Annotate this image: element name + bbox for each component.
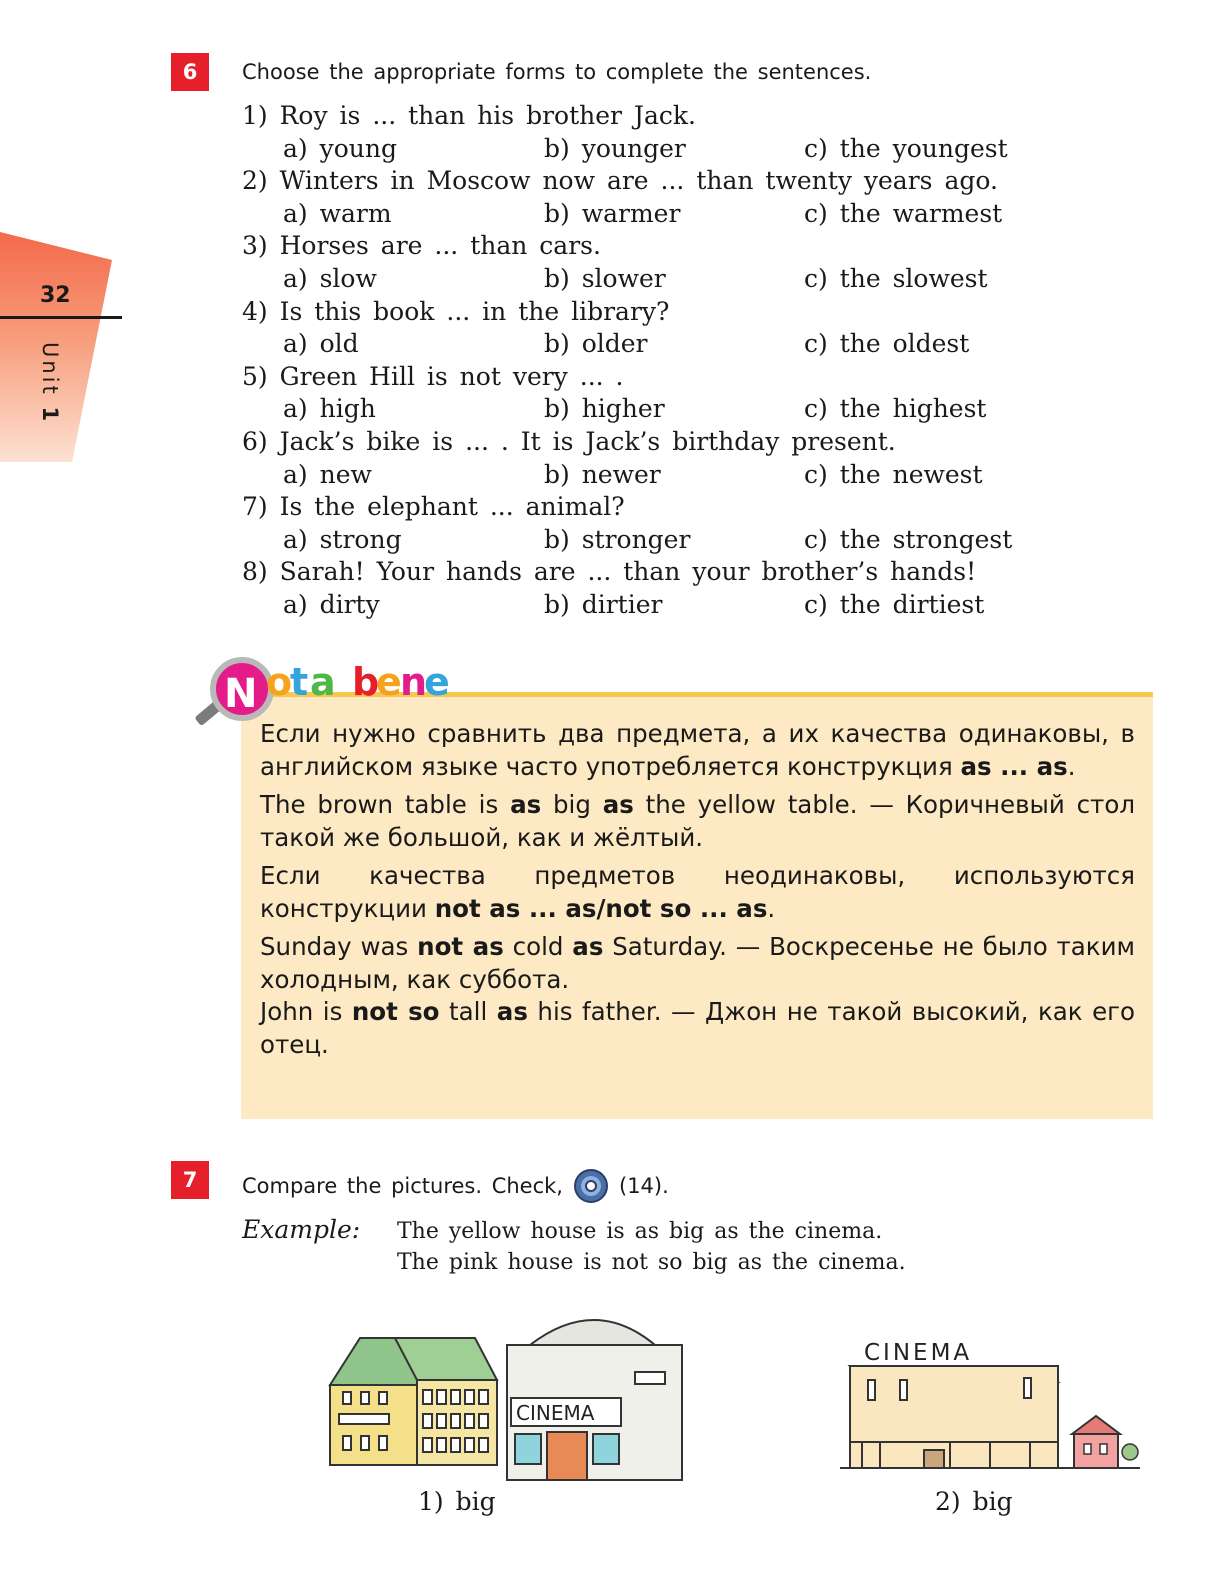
page-rule <box>0 316 122 319</box>
cinema-sign-2: CINEMA <box>864 1340 973 1366</box>
question-text: 8) Sarah! Your hands are ... than your brother’s hands! <box>242 557 977 587</box>
option-b[interactable]: b) higher <box>544 394 665 424</box>
option-b[interactable]: b) older <box>544 329 648 359</box>
svg-text:n: n <box>400 660 428 704</box>
option-a[interactable]: a) strong <box>283 524 402 554</box>
question-item <box>242 361 1142 426</box>
question-options <box>242 393 1142 426</box>
question-item <box>242 426 1142 491</box>
svg-text:b: b <box>352 660 380 704</box>
option-c[interactable]: c) the youngest <box>804 133 1008 163</box>
question-options <box>242 524 1142 557</box>
example-line-1: The yellow house is as big as the cinema. <box>397 1219 883 1244</box>
question-item <box>242 556 1142 621</box>
exercise-6-list <box>242 100 1142 622</box>
rule-paragraph-1: Если нужно сравнить два предмета, а их качества одинаковы, в английском языке часто употребляется конструкция as ... as. <box>260 719 1135 781</box>
option-a[interactable]: a) dirty <box>283 589 380 619</box>
question-options <box>242 133 1142 166</box>
option-a[interactable]: a) slow <box>283 263 377 293</box>
option-c[interactable]: c) the oldest <box>804 329 970 359</box>
svg-text:a: a <box>310 660 336 704</box>
track-number: (14). <box>619 1174 669 1198</box>
option-b[interactable]: b) younger <box>544 133 686 163</box>
picture-2-cinema-and-house <box>840 1330 1140 1475</box>
question-item <box>242 230 1142 295</box>
nota-bene-text <box>260 718 1135 1067</box>
picture-2-caption: 2) big <box>935 1487 1013 1516</box>
exercise-7-instruction <box>242 1168 669 1204</box>
question-options <box>242 589 1142 622</box>
svg-text:e: e <box>376 660 402 704</box>
option-c[interactable]: c) the dirtiest <box>804 589 985 619</box>
unit-number: 1 <box>38 406 62 425</box>
svg-text:o: o <box>266 660 293 704</box>
cinema-sign-1: CINEMA <box>516 1401 595 1425</box>
page-tab <box>0 232 125 462</box>
question-item <box>242 491 1142 556</box>
unit-label <box>38 342 62 424</box>
question-item <box>242 296 1142 361</box>
question-options <box>242 263 1142 296</box>
option-c[interactable]: c) the highest <box>804 394 987 424</box>
question-options <box>242 328 1142 361</box>
option-c[interactable]: c) the slowest <box>804 263 988 293</box>
option-a[interactable]: a) old <box>283 329 359 359</box>
exercise-7-badge: 7 <box>171 1161 209 1199</box>
example-paragraph-3: John is not so tall as his father. — Джон не такой высокий, как его отец. <box>260 997 1136 1059</box>
exercise-6-instruction: Choose the appropriate forms to complete the sentences. <box>242 60 872 84</box>
question-options <box>242 459 1142 492</box>
option-a[interactable]: a) young <box>283 133 397 163</box>
picture-1-caption: 1) big <box>418 1487 496 1516</box>
exercise-6-badge: 6 <box>171 53 209 91</box>
question-text: 1) Roy is ... than his brother Jack. <box>242 101 696 130</box>
option-c[interactable]: c) the strongest <box>804 524 1013 554</box>
option-c[interactable]: c) the warmest <box>804 198 1003 228</box>
option-a[interactable]: a) warm <box>283 198 392 228</box>
picture-1-houses-and-cinema <box>325 1300 690 1485</box>
option-b[interactable]: b) stronger <box>544 524 691 554</box>
question-text: 5) Green Hill is not very ... . <box>242 361 624 391</box>
option-b[interactable]: b) slower <box>544 263 666 293</box>
svg-text:t: t <box>290 660 309 704</box>
rule-paragraph-2: Если качества предметов неодинаковы, используются конструкции not as ... as/not so ... as. <box>260 861 1135 923</box>
option-a[interactable]: a) new <box>283 459 372 489</box>
question-text: 7) Is the elephant ... animal? <box>242 492 625 522</box>
option-b[interactable]: b) newer <box>544 459 661 489</box>
question-text: 6) Jack’s bike is ... . It is Jack’s birthday present. <box>242 426 896 456</box>
question-text: 4) Is this book ... in the library? <box>242 296 670 326</box>
option-b[interactable]: b) warmer <box>544 198 681 228</box>
svg-text:e: e <box>424 660 450 704</box>
example-paragraph-2: Sunday was not as cold as Saturday. — Воскресенье не было таким холодным, как суббота. <box>260 932 1135 994</box>
question-text: 3) Horses are ... than cars. <box>242 231 601 261</box>
example-line-2: The pink house is not so big as the cinema. <box>397 1250 906 1275</box>
question-item <box>242 165 1142 230</box>
instruction-text: Compare the pictures. Check, <box>242 1174 563 1198</box>
option-c[interactable]: c) the newest <box>804 459 983 489</box>
page-number: 32 <box>40 283 71 308</box>
option-b[interactable]: b) dirtier <box>544 589 663 619</box>
example-block <box>242 1214 1042 1284</box>
question-options <box>242 198 1142 231</box>
example-label: Example: <box>242 1215 361 1244</box>
unit-word: Unit <box>38 342 62 397</box>
example-paragraph-1: The brown table is as big as the yellow table. — Коричневый стол такой же большой, как и жёлтый. <box>260 790 1135 852</box>
option-a[interactable]: a) high <box>283 394 376 424</box>
question-text: 2) Winters in Moscow now are ... than twenty years ago. <box>242 166 998 196</box>
audio-disc-icon[interactable] <box>573 1168 609 1204</box>
svg-text:N: N <box>224 671 258 717</box>
question-item <box>242 100 1142 165</box>
